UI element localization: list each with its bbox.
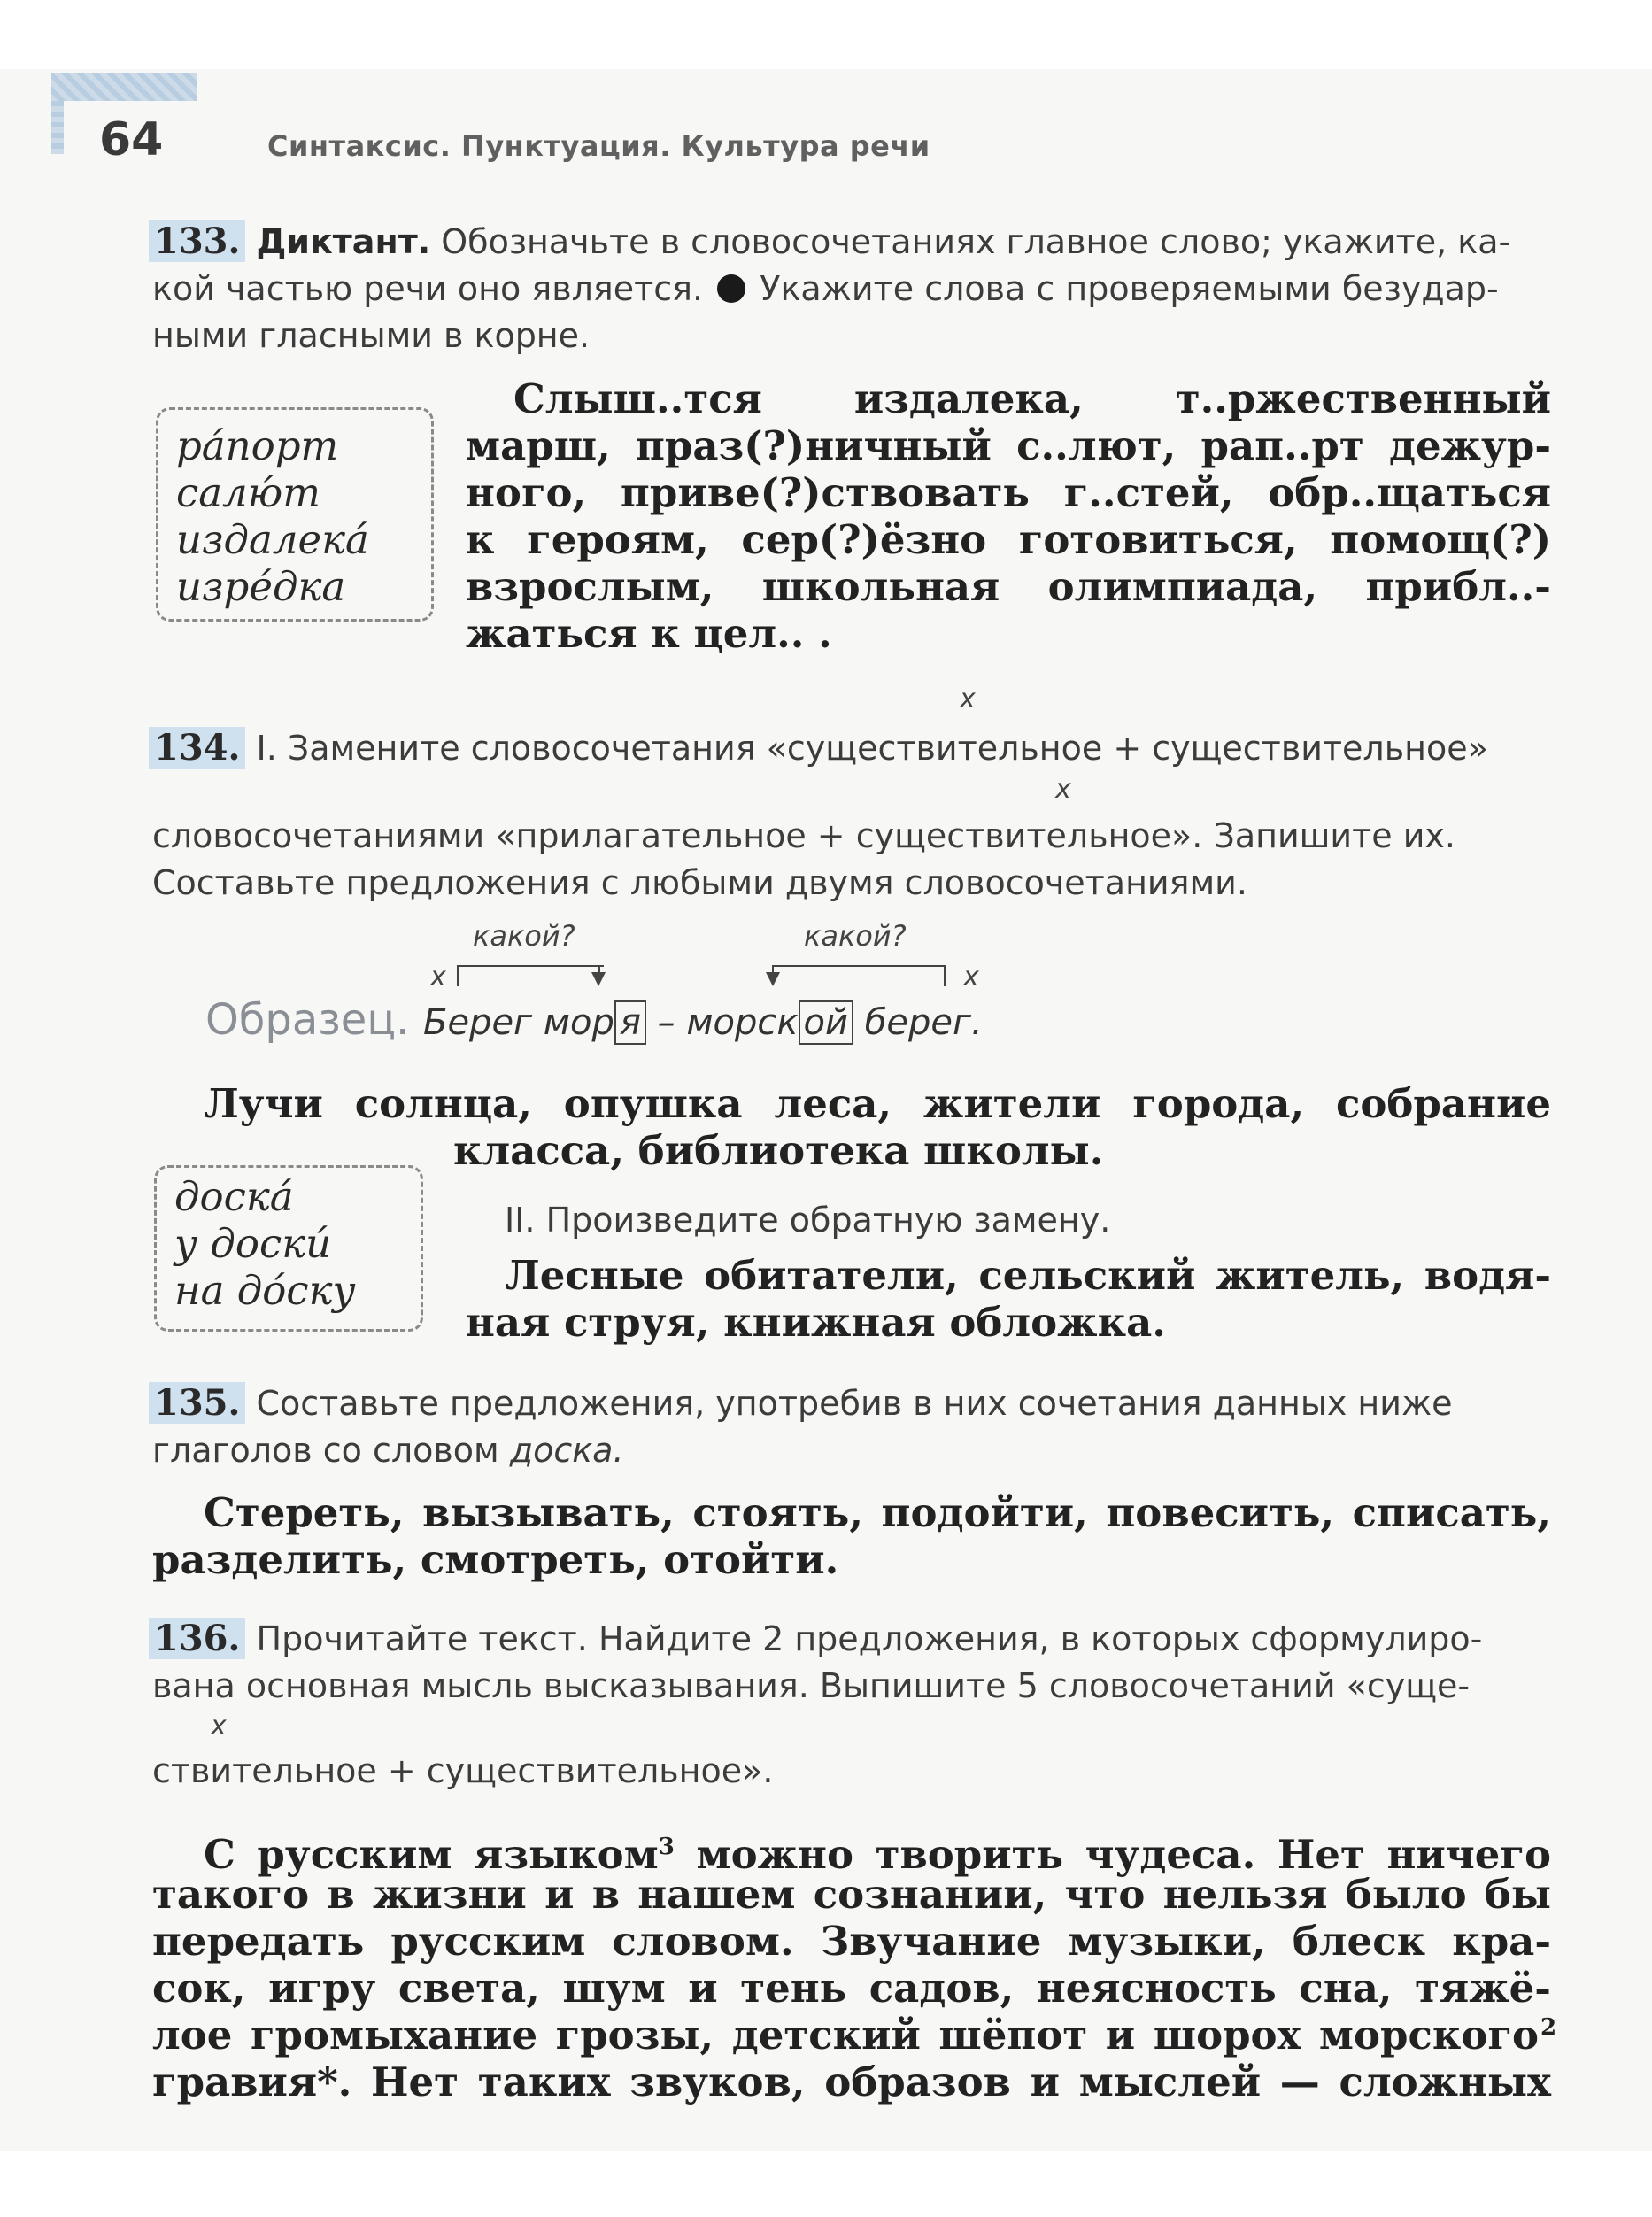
text-line: лое громыхание грозы, детский шёпот и шорох морского — [152, 2012, 1539, 2059]
x-mark: x — [960, 684, 976, 715]
sample-label: Образец. — [205, 995, 410, 1045]
vocab-word: на до́ску — [174, 1267, 356, 1314]
vocab-word: издалека́ — [176, 516, 369, 563]
text-line: передать русским словом. Звучание музыки, блеск кра- — [152, 1918, 1551, 1965]
x-mark: x — [963, 962, 979, 993]
dictation-line: Слыш..тся издалека, т..ржественный — [513, 375, 1551, 422]
dictation-line: марш, праз(?)ничный с..лют, рап..рт дежур- — [466, 422, 1551, 469]
vocab-word: изре́дка — [176, 563, 346, 610]
x-mark: x — [430, 962, 446, 993]
ex135-number: 135. — [149, 1382, 245, 1424]
task-line: ная струя, книжная обложка. — [466, 1299, 1166, 1346]
top-margin — [0, 0, 1652, 69]
bracket-line — [457, 965, 604, 986]
x-mark: x — [211, 1711, 227, 1742]
ex134-instruction-2: словосочетаниями «прилагательное + существительное». Запишите их. Составьте предложения с любыми двумя словосочетаниями. — [152, 816, 1455, 902]
running-head: Синтаксис. Пунктуация. Культура речи — [267, 129, 930, 163]
task-line: Стереть, вызывать, стоять, подойти, повесить, списать, — [204, 1489, 1551, 1536]
vocab-word: ра́порт — [176, 422, 339, 469]
task-line: класса, библиотека школы. — [453, 1127, 1104, 1174]
text-line: такого в жизни и в нашем сознании, что нельзя было бы — [152, 1871, 1551, 1918]
ex135-instruction: 135. Составьте предложения, употребив в них сочетания данных ниже глаголов со словом доска. — [152, 1379, 1551, 1474]
bracket-line — [772, 965, 946, 986]
dictation-line: к героям, сер(?)ёзно готовиться, помощ(?) — [466, 516, 1551, 563]
ex133-instruction: 133. Диктант. Обозначьте в словосочетаниях главное слово; укажите, ка- кой частью речи оно является. Укажите слова с проверяемыми безудар- ными гласными в корне. — [152, 218, 1551, 359]
ex134-vocab-box — [154, 1165, 423, 1332]
task-line: Лучи солнца, опушка леса, жители города, собрание — [204, 1080, 1551, 1127]
ex136-number: 136. — [149, 1618, 245, 1659]
dictation-line: ного, приве(?)ствовать г..стей, обр..щаться — [466, 469, 1551, 516]
footnote-mark: 2 — [1540, 2014, 1557, 2041]
question-label: какой? — [473, 919, 575, 953]
arrow-down-icon — [766, 972, 780, 986]
edge-decoration — [51, 101, 64, 154]
bullet-dot-icon — [717, 274, 745, 303]
corner-decoration — [51, 73, 197, 101]
ending-box: ой — [799, 1000, 853, 1045]
dictation-line: жаться к цел.. . — [466, 610, 832, 657]
question-label: какой? — [804, 919, 907, 953]
x-mark: x — [1055, 774, 1071, 805]
ex136-instruction-3: ствительное + существительное». — [152, 1751, 774, 1790]
vocab-word: салю́т — [176, 469, 320, 516]
text-line: С русским языком$^3$ можно творить чудеса. Нет ничего — [204, 1831, 1552, 1878]
ex134-instruction-1: 134. I. Замените словосочетания «существительное + существительное» — [152, 724, 1551, 772]
sample-text: Берег мор я – морск ой берег. — [423, 1002, 983, 1043]
page-number: 64 — [99, 113, 164, 166]
footnote-mark: 3 — [658, 1834, 675, 1860]
ex133-vocab-box — [156, 407, 434, 622]
text-line: сок, игру света, шум и тень садов, неясность сна, тяжё- — [152, 1965, 1551, 2012]
ex136-instruction: 136. Прочитайте текст. Найдите 2 предложения, в которых сформулиро- вана основная мысль высказывания. Выпишите 5 словосочетаний «суще- — [152, 1615, 1551, 1710]
ex133-title: Диктант. — [256, 222, 431, 261]
ending-box: я — [614, 1000, 646, 1045]
vocab-word: у доски́ — [174, 1220, 332, 1267]
task-line: Лесные обитатели, сельский житель, водя- — [505, 1252, 1551, 1299]
vocab-word: доска́ — [174, 1173, 294, 1220]
ex134-number: 134. — [149, 727, 245, 769]
ex133-number: 133. — [149, 220, 245, 262]
bottom-margin — [0, 2151, 1652, 2217]
ex134-part2: II. Произведите обратную замену. — [505, 1201, 1111, 1240]
task-line: разделить, смотреть, отойти. — [152, 1536, 839, 1583]
text-line: гравия*. Нет таких звуков, образов и мыслей — сложных — [152, 2059, 1551, 2105]
dictation-line: взрослым, школьная олимпиада, прибл..- — [466, 563, 1551, 610]
